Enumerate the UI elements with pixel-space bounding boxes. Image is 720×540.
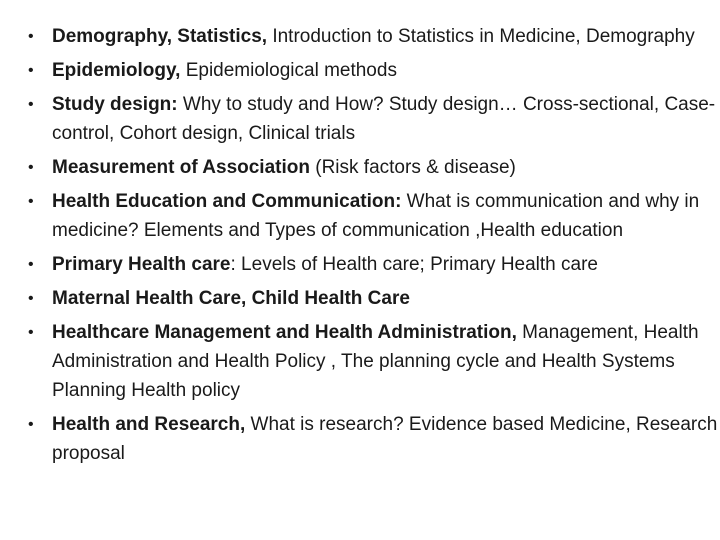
topic-description: Management, Health Administration and Health Policy , The planning cycle and Health Systems Planning Health policy <box>52 322 699 401</box>
topic-description: Introduction to Statistics in Medicine, Demography <box>267 26 695 47</box>
bullet-icon: • <box>28 256 34 273</box>
topic-heading: Health Education and Communication: <box>52 191 402 212</box>
list-item <box>28 90 718 148</box>
topic-description: (Risk factors & disease) <box>309 157 516 178</box>
topic-description: What is communication and why in medicine? Elements and Types of communication ,Health education <box>52 191 700 241</box>
bullet-icon: • <box>28 28 34 45</box>
topic-heading: Health and Research, <box>52 414 246 435</box>
list-item <box>28 284 718 313</box>
topic-heading: Measurement of Association <box>52 157 310 178</box>
topic-heading: Study design: <box>52 94 178 115</box>
bullet-icon: • <box>28 193 34 210</box>
list-item <box>28 56 718 85</box>
list-item <box>28 22 718 51</box>
list-item <box>28 153 718 182</box>
list-item <box>28 410 718 468</box>
topic-heading: Epidemiology, <box>52 60 181 81</box>
list-item <box>28 250 718 279</box>
topic-heading: Primary Health care <box>52 254 231 275</box>
topic-description: : Levels of Health care; Primary Health care <box>230 254 598 275</box>
topic-heading: Demography, Statistics, <box>52 26 268 47</box>
topic-description: What is research? Evidence based Medicine, Research proposal <box>52 414 718 464</box>
topic-heading: Healthcare Management and Health Administration, <box>52 322 517 343</box>
topic-heading: Maternal Health Care, Child Health Care <box>52 288 410 309</box>
topic-list <box>28 22 718 473</box>
topic-description: Why to study and How? Study design… Cross-sectional, Case-control, Cohort design, Clinical trials <box>52 94 716 144</box>
bullet-icon: • <box>28 416 34 433</box>
bullet-icon: • <box>28 159 34 176</box>
bullet-icon: • <box>28 290 34 307</box>
bullet-icon: • <box>28 324 34 341</box>
list-item <box>28 187 718 245</box>
bullet-icon: • <box>28 62 34 79</box>
topic-description: Epidemiological methods <box>180 60 397 81</box>
list-item <box>28 318 718 405</box>
bullet-icon: • <box>28 96 34 113</box>
